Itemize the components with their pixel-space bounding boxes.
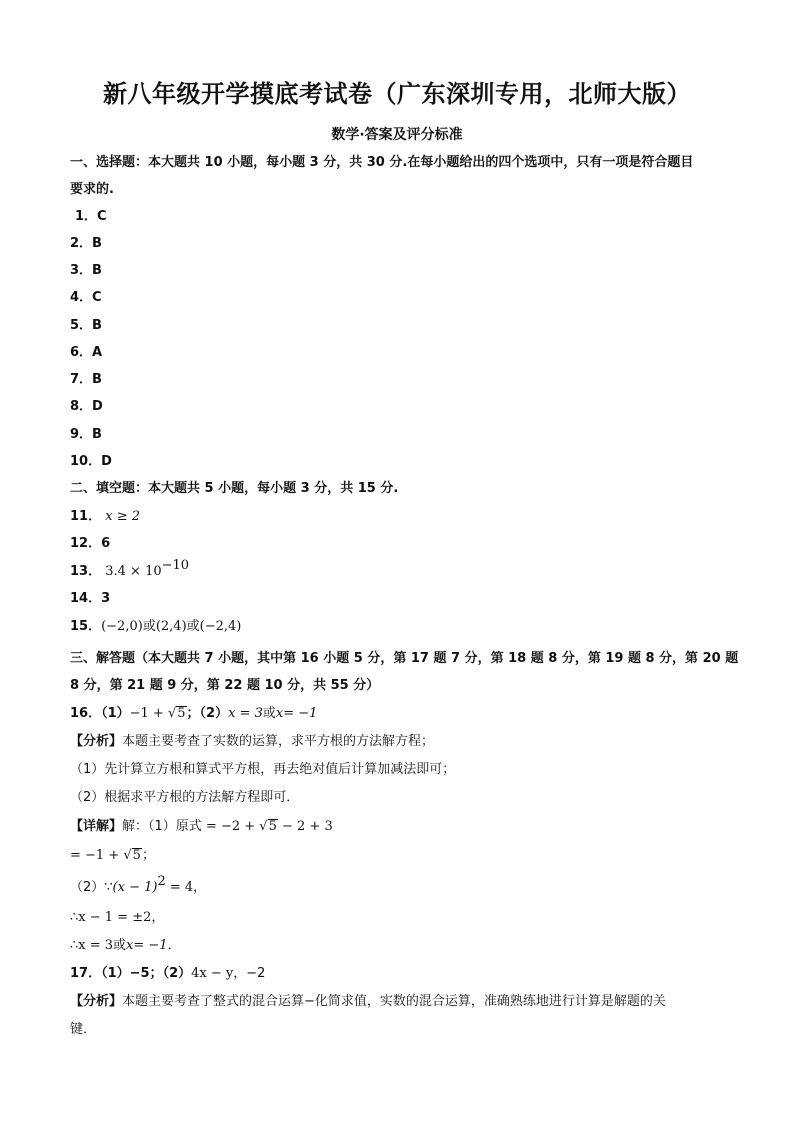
- answer-choice: B: [92, 427, 102, 442]
- radicand: 5: [268, 819, 277, 834]
- answer-item-15: [70, 618, 241, 636]
- answer-number: 5．: [70, 318, 93, 333]
- scientific-notation-base: 3.4 × 10: [105, 564, 162, 579]
- answer-number: 6．: [70, 345, 93, 360]
- or-word: 或: [186, 619, 200, 634]
- answer-item-11: [70, 508, 140, 526]
- analysis-label: 【分析】: [70, 994, 123, 1009]
- answer-number: 7．: [70, 372, 93, 387]
- page-subtitle: 数学·答案及评分标准: [331, 127, 463, 143]
- answer-number: 4．: [70, 290, 93, 305]
- scientific-notation-exponent: −10: [161, 558, 190, 573]
- page-title: 新八年级开学摸底考试卷（广东深圳专用，北师大版）: [103, 80, 691, 108]
- answer-expression: −1 +: [129, 706, 168, 721]
- answer-item-3: [70, 262, 102, 280]
- math-expression: − 2 + 3: [277, 819, 333, 834]
- punctuation: ，: [193, 880, 207, 895]
- answer-choice: C: [97, 209, 107, 224]
- punctuation: ；: [141, 848, 155, 863]
- answer-item-5: [70, 317, 102, 335]
- answer-expression: x ≥ 2: [105, 509, 140, 524]
- answer-choice: C: [92, 290, 102, 305]
- answer-choice: B: [92, 372, 102, 387]
- answer-value: 3: [101, 591, 111, 606]
- math-expression: = 4: [165, 880, 194, 895]
- answer-value: 6: [101, 536, 111, 551]
- answer-item-10: [70, 453, 112, 471]
- answer-number: 8．: [70, 399, 93, 414]
- math-expression: = −2 +: [201, 819, 260, 834]
- answer-number: 9．: [70, 427, 93, 442]
- answer-item-14: [70, 590, 110, 608]
- answer-number: 17．: [70, 966, 102, 981]
- answer-number: 11．: [70, 509, 102, 524]
- radicand: 5: [177, 706, 186, 721]
- punctuation: ．: [167, 938, 181, 953]
- answer-number: 14．: [70, 591, 102, 606]
- punctuation: ，: [151, 910, 165, 925]
- radicand: 5: [132, 848, 141, 863]
- answer-item-2: [70, 235, 102, 253]
- detail-label: 【详解】: [70, 819, 123, 834]
- coordinate-3: (−2,4): [199, 619, 242, 634]
- math-expression: ∴x = 3: [70, 938, 114, 953]
- answer-item-17: [70, 965, 265, 983]
- math-expression: = −1 +: [70, 848, 124, 863]
- section3-header-line1: 三、解答题（本大题共 7 小题，其中第 16 小题 5 分，第 17 题 7 分，第 18 题 8 分，第 19 题 8 分，第 20 题: [70, 651, 739, 666]
- part-label: （1）: [101, 706, 130, 721]
- analysis-text: 本题主要考查了整式的混合运算−化简求值，实数的混合运算，准确熟练地进行计算是解题的关: [122, 994, 666, 1009]
- answer-choice: A: [92, 345, 103, 360]
- section1-header-line2: 要求的.: [70, 182, 114, 197]
- answer-number: 2．: [70, 236, 93, 251]
- analysis-step-2: （2）根据求平方根的方法解方程即可．: [70, 790, 300, 805]
- answer-expression: 4x − y: [191, 966, 234, 981]
- detail-line-4: [70, 909, 164, 927]
- detail-line-5: [70, 937, 181, 955]
- answer-part-1: （1）−5；（2）: [101, 966, 192, 981]
- section1-header-line1: 一、选择题：本大题共 10 小题，每小题 3 分，共 30 分.在每小题给出的四个选项中，只有一项是符合题目: [70, 155, 694, 170]
- math-expression: (x − 1): [112, 880, 158, 895]
- answer-item-9: [70, 426, 102, 444]
- answer-choice: D: [92, 399, 103, 414]
- answer-choice: B: [92, 318, 102, 333]
- answer-choice: D: [101, 454, 112, 469]
- answer-number: 10．: [70, 454, 102, 469]
- analysis-line-2: 键．: [70, 1022, 97, 1037]
- analysis-text: 本题主要考查了实数的运算，求平方根的方法解方程；: [122, 734, 435, 749]
- answer-item-16: 16．（1）−1 + √5；（2）x = 3或x= −1: [70, 706, 318, 721]
- detail-text: 解：（1）原式: [122, 819, 202, 834]
- answer-item-4: [70, 289, 102, 307]
- answer-item-12: [70, 535, 110, 553]
- answer-item-13: [70, 558, 190, 581]
- answer-value: ，−2: [233, 966, 266, 981]
- section3-header-line2: 8 分，第 21 题 9 分，第 22 题 10 分，共 55 分）: [70, 678, 380, 693]
- answer-number: 16．: [70, 706, 102, 721]
- answer-expression: x = 3: [228, 706, 263, 721]
- or-word: 或: [262, 706, 276, 721]
- answer-number: 3．: [70, 263, 93, 278]
- math-expression: ∴x − 1 = ±2: [70, 910, 152, 925]
- or-word: 或: [142, 619, 156, 634]
- detail-line-2: = −1 + √5；: [70, 848, 155, 863]
- answer-item-1: [75, 208, 107, 226]
- math-expression: x= −1: [126, 938, 168, 953]
- detail-line-1: 【详解】解：（1）原式 = −2 + √5 − 2 + 3: [70, 819, 333, 834]
- detail-text: （2）∵: [70, 880, 113, 895]
- answer-item-6: [70, 344, 102, 362]
- answer-number: 15．: [70, 619, 102, 634]
- answer-choice: B: [92, 263, 102, 278]
- answer-expression: x= −1: [275, 706, 318, 721]
- part-separator: ；（2）: [186, 706, 229, 721]
- answer-choice: B: [92, 236, 102, 251]
- answer-number: 13．: [70, 564, 102, 579]
- answer-item-7: [70, 371, 102, 389]
- analysis-line: [70, 993, 666, 1011]
- coordinate-1: (−2,0): [101, 619, 143, 634]
- detail-line-3: [70, 874, 207, 897]
- analysis-line: [70, 733, 434, 751]
- answer-number: 12．: [70, 536, 102, 551]
- or-word: 或: [113, 938, 127, 953]
- exponent: 2: [157, 874, 166, 889]
- answer-item-8: [70, 398, 103, 416]
- answer-number: 1．: [75, 209, 98, 224]
- coordinate-2: (2,4): [155, 619, 187, 634]
- section2-header: 二、填空题：本大题共 5 小题，每小题 3 分，共 15 分.: [70, 481, 399, 496]
- analysis-step-1: （1）先计算立方根和算式平方根，再去绝对值后计算加减法即可；: [70, 762, 456, 777]
- analysis-label: 【分析】: [70, 734, 123, 749]
